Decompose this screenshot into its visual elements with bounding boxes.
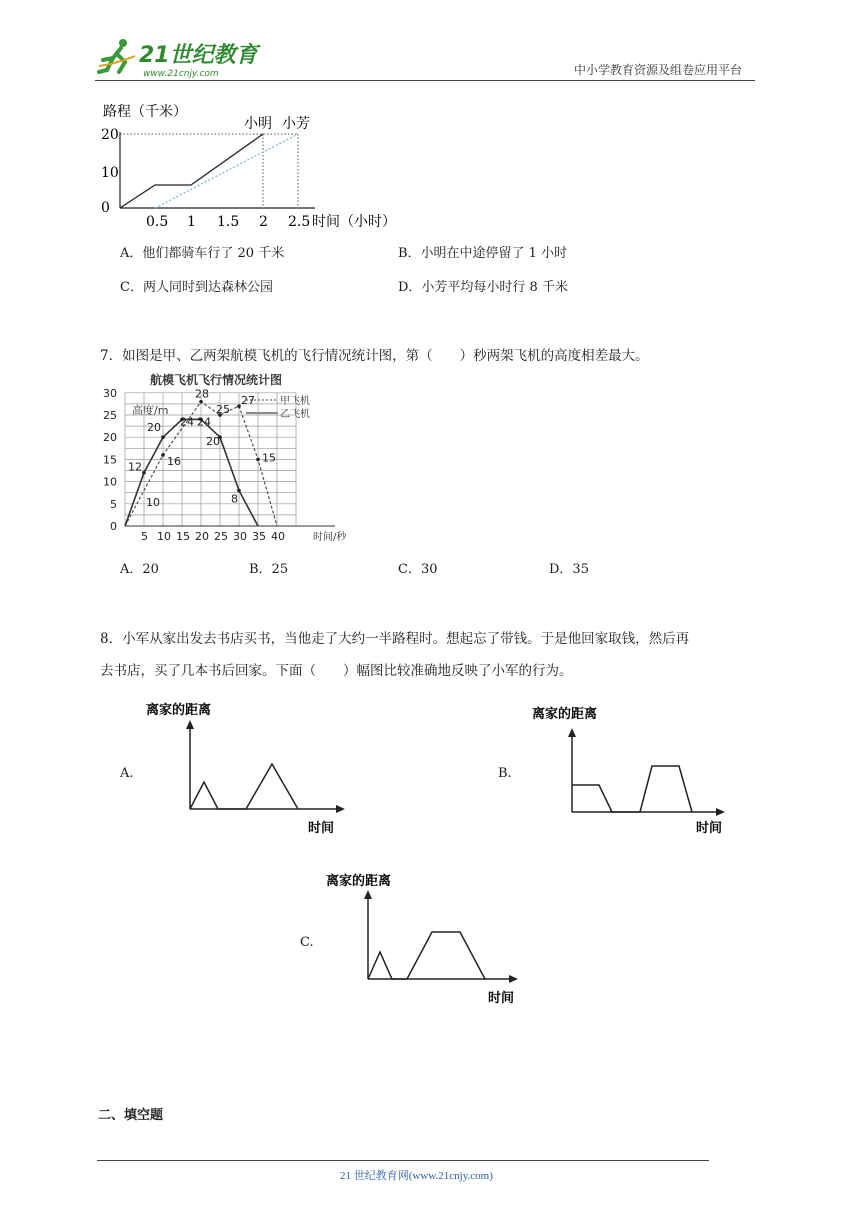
- q6-option-c[interactable]: C．两人同时到达森林公园: [120, 280, 273, 295]
- q7-xtick: 20: [195, 530, 209, 543]
- q7-point-label: 25: [216, 403, 230, 416]
- q7-xtick: 15: [176, 530, 190, 543]
- q7-ytick: 25: [103, 409, 117, 422]
- q6-option-d[interactable]: D．小芳平均每小时行 8 千米: [398, 280, 568, 295]
- q6-label-xiaofang: 小芳: [282, 116, 310, 132]
- q6-option-a[interactable]: A．他们都骑车行了 20 千米: [120, 246, 285, 261]
- q8a-ylabel: 离家的距离: [146, 703, 212, 718]
- q7-ytick: 5: [110, 497, 117, 511]
- footer-divider: [97, 1160, 709, 1161]
- q6-xlabel: 时间（小时）: [312, 214, 396, 230]
- q7-ylabel: 高度/m: [132, 404, 169, 417]
- q8a-x-arrow-icon: [336, 805, 345, 813]
- q8-option-a[interactable]: A.: [120, 766, 134, 781]
- q6-ylabel: 路程（千米）: [103, 104, 187, 120]
- logo-text: 21世纪教育: [139, 43, 258, 68]
- footer-text[interactable]: 21 世纪教育网(www.21cnjy.com): [340, 1170, 493, 1182]
- q6-xtick-25: 2.5: [288, 214, 311, 230]
- q7-point-label: 20: [206, 435, 220, 449]
- header-divider: [95, 80, 755, 81]
- q7-ytick: 20: [103, 431, 117, 445]
- q8-option-b[interactable]: B.: [498, 766, 512, 781]
- q6-series-xiaoming: [120, 134, 263, 208]
- q6-label-xiaoming: 小明: [244, 116, 272, 132]
- q7-ytick: 10: [103, 475, 117, 489]
- q7-xtick: 35: [252, 530, 266, 543]
- q7-ytick: 30: [103, 386, 117, 400]
- q8-graph-a[interactable]: [140, 696, 380, 846]
- q7-point-label: 16: [167, 454, 181, 468]
- q7-title: 航模飞机飞行情况统计图: [150, 373, 283, 387]
- site-logo: [95, 36, 265, 80]
- q7-xlabel: 时间/秒: [313, 532, 347, 543]
- q8-graph-c[interactable]: [320, 866, 560, 1016]
- q6-ytick-10: 10: [101, 165, 119, 181]
- header-site-title: 中小学教育资源及组卷应用平台: [574, 63, 743, 77]
- q6-ytick-0: 0: [101, 200, 110, 216]
- logo-runner-icon: [95, 36, 265, 80]
- q6-option-b[interactable]: B．小明在中途停留了 1 小时: [398, 246, 568, 261]
- q7-point-label: 15: [262, 451, 276, 465]
- q8-stem-line1: 8．小军从家出发去书店买书，当他走了大约一半路程时。想起忘了带钱。于是他回家取钱，然后再: [100, 631, 690, 647]
- q6-series-xiaofang: [155, 134, 298, 208]
- q7-point: [161, 453, 165, 457]
- q7-legend-yi: 乙飞机: [280, 409, 310, 420]
- q7-xtick: 40: [271, 530, 285, 543]
- q8c-ylabel: 离家的距离: [326, 874, 392, 889]
- q8c-x-arrow-icon: [509, 975, 518, 983]
- q7-point: [161, 435, 165, 439]
- q8b-ylabel: 离家的距离: [532, 707, 598, 722]
- q6-ytick-20: 20: [101, 127, 119, 143]
- q7-xtick: 30: [233, 530, 247, 543]
- q8b-xlabel: 时间: [696, 821, 723, 836]
- q7-point-label: 20: [147, 421, 161, 435]
- q6-xtick-15: 1.5: [217, 214, 240, 230]
- q7-option-c[interactable]: C．30: [398, 562, 438, 577]
- q7-option-d[interactable]: D．35: [549, 562, 589, 577]
- q8c-line: [368, 932, 485, 979]
- q7-option-a[interactable]: A．20: [120, 562, 159, 577]
- q6-xtick-1: 1: [187, 214, 196, 230]
- q7-legend-jia: 甲飞机: [280, 396, 310, 407]
- q8c-xlabel: 时间: [488, 991, 515, 1006]
- q6-xtick-05: 0.5: [146, 214, 169, 230]
- q7-xtick: 5: [141, 530, 148, 543]
- q7-ytick: 0: [110, 520, 117, 533]
- q6-xtick-2: 2: [259, 214, 268, 230]
- q7-stem: 7．如图是甲、乙两架航模飞机的飞行情况统计图，第（ ）秒两架飞机的高度相差最大。: [100, 348, 649, 364]
- q8a-xlabel: 时间: [308, 821, 335, 836]
- q8b-line: [572, 766, 692, 812]
- q8-stem-line2: 去书店，买了几本书后回家。下面（ ）幅图比较准确地反映了小军的行为。: [100, 663, 573, 679]
- q8-graph-b[interactable]: [520, 700, 760, 850]
- q7-point-label: 24: [180, 415, 194, 429]
- q7-xtick: 25: [214, 530, 228, 543]
- q7-point-label: 12: [128, 460, 142, 474]
- section-title-fill-blank: 二、填空题: [98, 1108, 164, 1123]
- q8b-x-arrow-icon: [716, 808, 725, 816]
- q7-flight-chart: [100, 370, 370, 550]
- q7-point-label: 27: [241, 394, 255, 408]
- q7-point: [256, 458, 260, 462]
- q8b-y-arrow-icon: [568, 728, 576, 737]
- q7-point-label: 28: [195, 387, 209, 401]
- q7-point: [142, 471, 146, 475]
- q6-distance-chart: [100, 98, 430, 232]
- q7-extra-label: 10: [146, 495, 160, 509]
- logo-url: www.21cnjy.com: [143, 69, 219, 79]
- q8a-line: [190, 764, 298, 809]
- q7-option-b[interactable]: B．25: [249, 562, 289, 577]
- q7-xtick: 10: [157, 530, 171, 543]
- q8c-y-arrow-icon: [364, 890, 372, 899]
- q7-point-label: 8: [231, 492, 238, 506]
- q7-point-label: 24: [197, 415, 211, 429]
- q8a-y-arrow-icon: [186, 720, 194, 729]
- q7-ytick: 15: [103, 453, 117, 467]
- q8-option-c[interactable]: C.: [300, 935, 314, 950]
